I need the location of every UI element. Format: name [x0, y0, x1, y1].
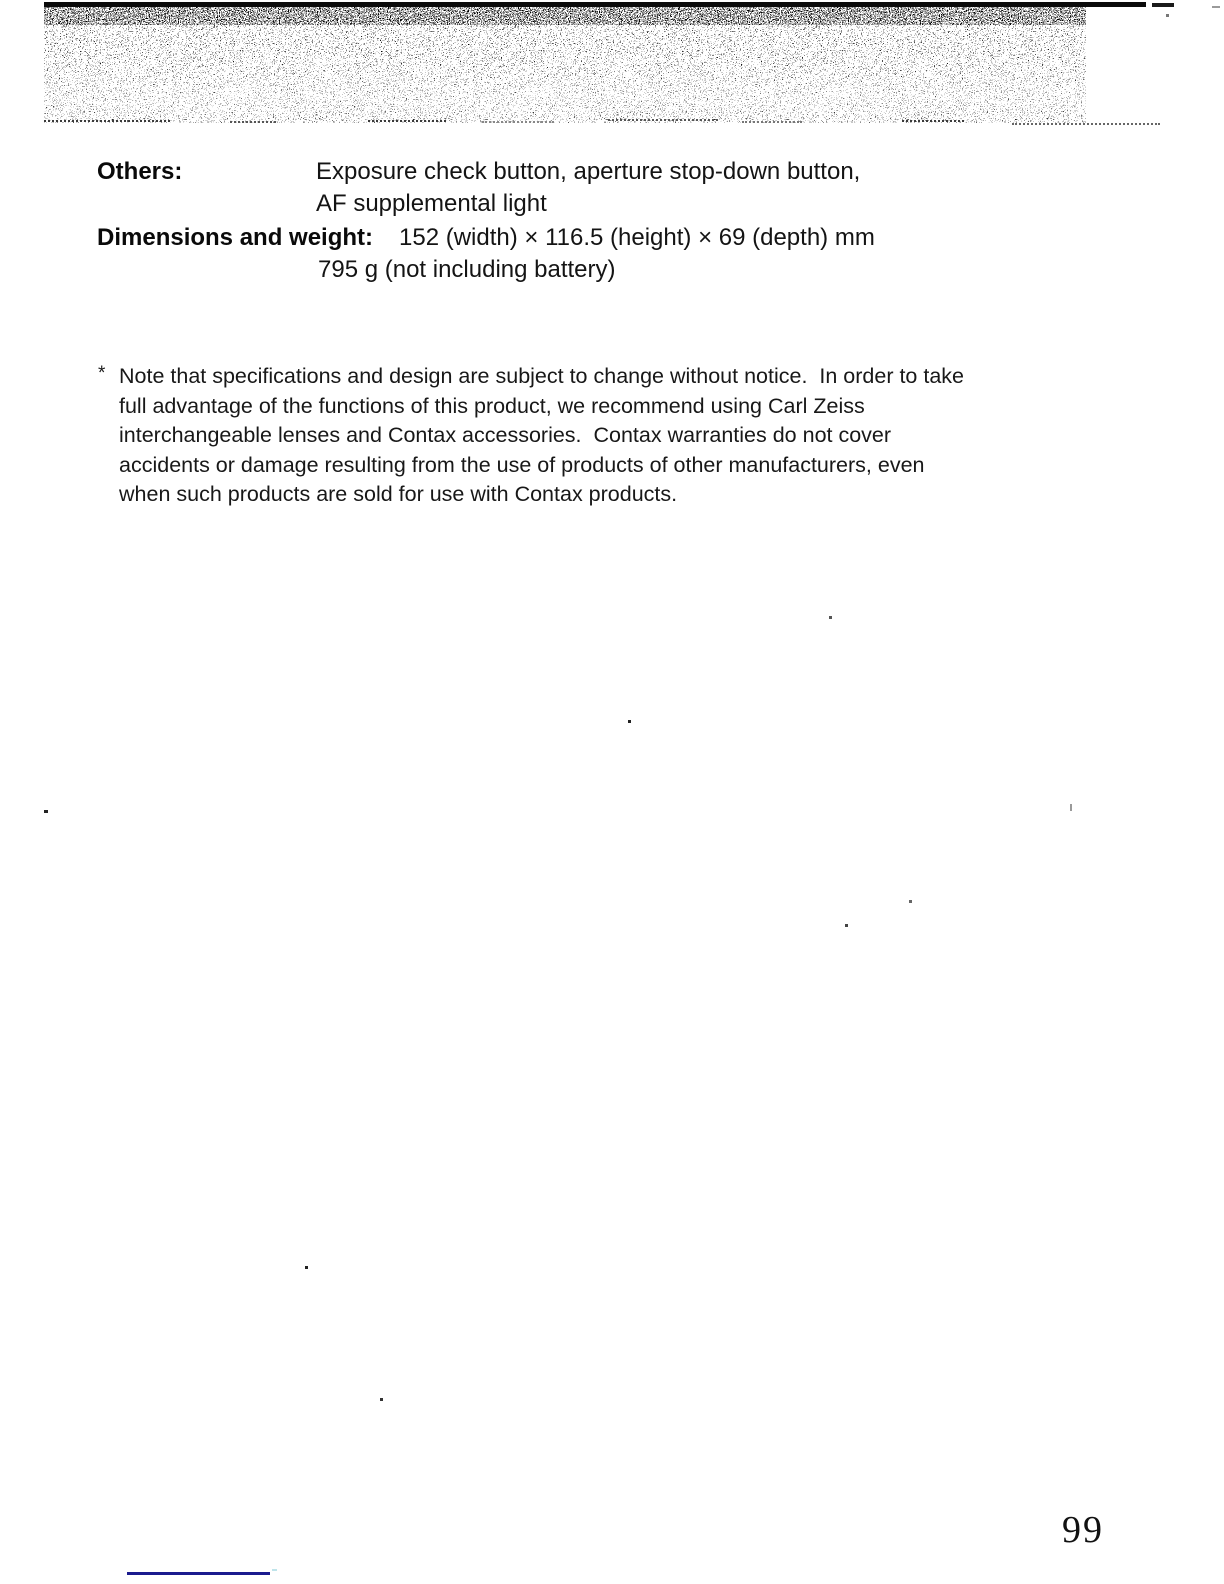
footer-rule — [127, 1572, 270, 1575]
scan-noise-dotted-edge — [482, 121, 554, 123]
spec-value-others-line2: AF supplemental light — [316, 190, 547, 217]
scan-noise-band — [44, 7, 1086, 123]
scan-artifact-dot — [1166, 14, 1169, 17]
scan-artifact-dot — [909, 900, 912, 903]
spec-value-others-line1: Exposure check button, aperture stop-down button, — [316, 158, 861, 185]
page-top-rule-tick — [1212, 6, 1220, 8]
spec-value-dimensions-line2: 795 g (not including battery) — [318, 256, 616, 283]
scan-noise-dotted-edge — [608, 119, 718, 121]
scan-artifact-dot — [44, 810, 48, 813]
footnote-line: full advantage of the functions of this product, we recommend using Carl Zeiss — [119, 393, 865, 418]
scan-artifact-dot — [305, 1266, 308, 1269]
page-top-rule-dash — [1152, 3, 1174, 7]
spec-label-dimensions: Dimensions and weight: — [97, 224, 374, 251]
spec-label-others: Others: — [97, 158, 183, 185]
footnote-line: interchangeable lenses and Contax accessories. Contax warranties do not cover — [119, 423, 892, 447]
scan-noise-dotted-edge — [368, 120, 446, 122]
footnote-line: accidents or damage resulting from the use of products of other manufacturers, even — [119, 452, 925, 477]
scan-noise-dotted-edge — [44, 120, 170, 122]
scan-noise-dotted-edge — [742, 121, 802, 123]
footnote — [119, 362, 1119, 510]
scan-noise-dotted-edge — [230, 121, 276, 123]
scan-artifact-dot — [829, 616, 832, 619]
scan-artifact-dot — [845, 924, 848, 927]
scan-noise-dotted-edge — [902, 120, 964, 122]
scan-artifact-dot — [272, 1569, 277, 1571]
footnote-marker: * — [98, 363, 106, 384]
spec-value-dimensions-line1: 152 (width) × 116.5 (height) × 69 (depth) mm — [399, 224, 875, 251]
scan-noise-dotted-edge — [1012, 123, 1160, 125]
footnote-line: when such products are sold for use with Contax products. — [119, 482, 678, 506]
footnote-line: Note that specifications and design are subject to change without notice. In order to take — [119, 364, 964, 388]
page-number: 99 — [1062, 1509, 1104, 1551]
scan-artifact-dot — [1070, 804, 1072, 811]
scan-artifact-dot — [380, 1398, 383, 1401]
scan-artifact-dot — [628, 720, 631, 723]
